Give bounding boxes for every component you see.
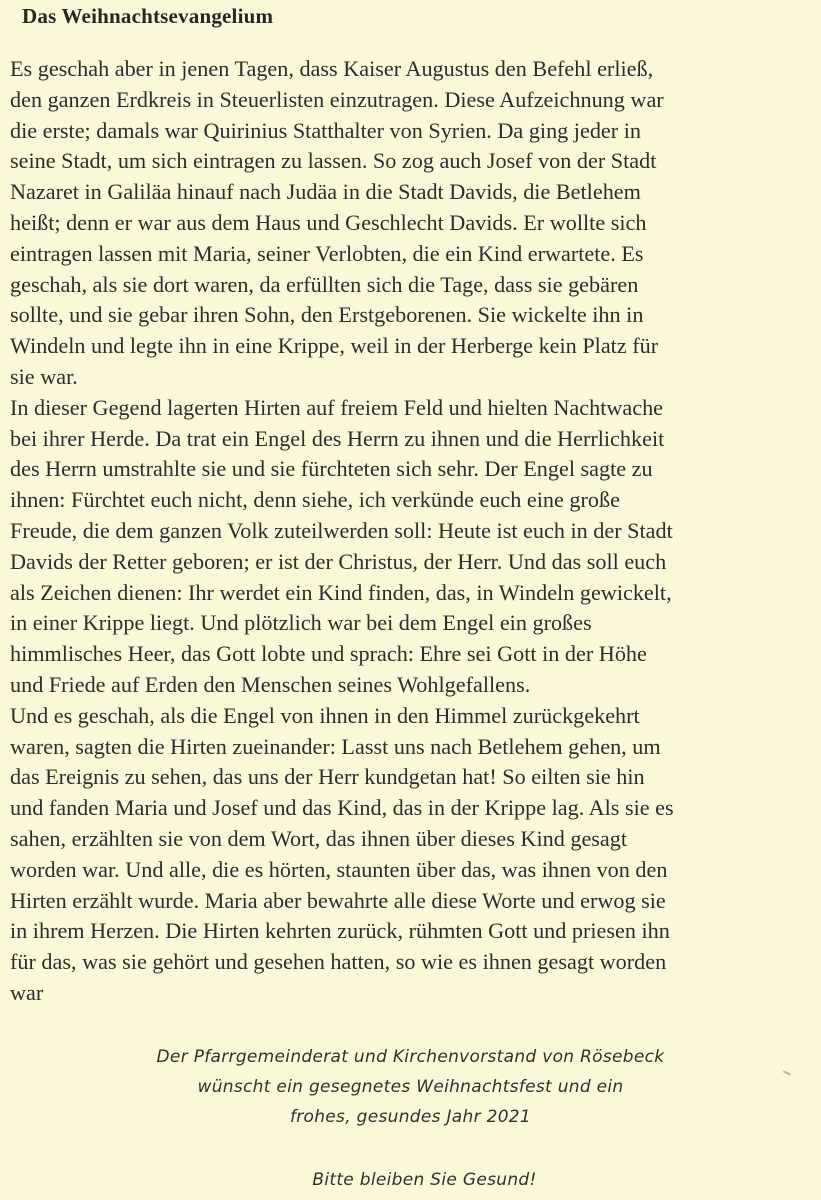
greeting-line: wünscht ein gesegnetes Weihnachtsfest und ein	[197, 1077, 624, 1097]
closing-note: Bitte bleiben Sie Gesund!	[312, 1170, 537, 1190]
text-line: himmlisches Heer, das Gott lobte und sprach: Ehre sei Gott in der Höhe	[10, 641, 647, 667]
text-line: in einer Krippe liegt. Und plötzlich war bei dem Engel ein großes	[10, 610, 592, 636]
text-line: heißt; denn er war aus dem Haus und Geschlecht Davids. Er wollte sich	[10, 209, 647, 235]
text-line: In dieser Gegend lagerten Hirten auf freiem Feld und hielten Nachtwache	[10, 394, 664, 420]
greeting-line: frohes, gesundes Jahr 2021	[289, 1107, 532, 1127]
gospel-text	[10, 54, 816, 1009]
text-line: Davids der Retter geboren; er ist der Christus, der Herr. Und das soll euch	[10, 548, 667, 574]
text-line: Und es geschah, als die Engel von ihnen in den Himmel zurückgekehrt	[10, 702, 640, 728]
text-line: das Ereignis zu sehen, das uns der Herr kundgetan hat! So eilten sie hin	[10, 764, 645, 790]
text-line: waren, sagten die Hirten zueinander: Lasst uns nach Betlehem gehen, um	[10, 733, 661, 759]
text-line: des Herrn umstrahlte sie und sie fürchteten sich sehr. Der Engel sagte zu	[10, 456, 653, 482]
text-line: Hirten erzählt wurde. Maria aber bewahrte alle diese Worte und erwog sie	[10, 887, 666, 913]
paragraph-3	[10, 701, 816, 1009]
text-line: für das, was sie gehört und gesehen hatten, so wie es ihnen gesagt worden	[10, 949, 667, 975]
text-line: Freude, die dem ganzen Volk zuteilwerden soll: Heute ist euch in der Stadt	[10, 517, 673, 543]
text-line: seine Stadt, um sich eintragen zu lassen. So zog auch Josef von der Stadt	[10, 148, 657, 174]
text-line: als Zeichen dienen: Ihr werdet ein Kind finden, das, in Windeln gewickelt,	[10, 579, 672, 605]
text-line: Es geschah aber in jenen Tagen, dass Kaiser Augustus den Befehl erließ,	[10, 56, 654, 81]
text-line: in ihrem Herzen. Die Hirten kehrten zurück, rühmten Gott und priesen ihn	[10, 918, 670, 944]
text-line: die erste; damals war Quirinius Statthalter von Syrien. Da ging jeder in	[10, 117, 641, 143]
paragraph-2	[10, 393, 816, 701]
text-line: und fanden Maria und Josef und das Kind, das in der Krippe lag. Als sie es	[10, 795, 674, 821]
text-line: den ganzen Erdkreis in Steuerlisten einzutragen. Diese Aufzeichnung war	[10, 86, 664, 112]
text-line: worden war. Und alle, die es hörten, staunten über das, was ihnen von den	[10, 856, 668, 882]
text-line: geschah, als sie dort waren, da erfüllten sich die Tage, dass sie gebären	[10, 271, 639, 297]
text-line: sie war.	[10, 363, 78, 389]
text-line: bei ihrer Herde. Da trat ein Engel des Herrn zu ihnen und die Herrlichkeit	[10, 425, 665, 451]
text-line: Windeln und legte ihn in eine Krippe, weil in der Herberge kein Platz für	[10, 333, 659, 359]
text-line: war	[10, 979, 44, 1005]
christmas-greeting	[0, 1042, 821, 1132]
text-line: eintragen lassen mit Maria, seiner Verlobten, die ein Kind erwartete. Es	[10, 240, 644, 266]
text-line: sollte, und sie gebar ihren Sohn, den Erstgeborenen. Sie wickelte ihn in	[10, 302, 644, 328]
paragraph-1	[10, 54, 816, 393]
document-title: Das Weihnachtsevangelium	[22, 4, 274, 28]
text-line: sahen, erzählten sie von dem Wort, das ihnen über dieses Kind gesagt	[10, 825, 628, 851]
text-line: und Friede auf Erden den Menschen seines Wohlgefallens.	[10, 671, 531, 697]
text-line: Nazaret in Galiläa hinauf nach Judäa in die Stadt Davids, die Betlehem	[10, 179, 641, 205]
text-line: ihnen: Fürchtet euch nicht, denn siehe, ich verkünde euch eine große	[10, 487, 620, 513]
greeting-line: Der Pfarrgemeinderat und Kirchenvorstand von Rösebeck	[156, 1047, 665, 1067]
